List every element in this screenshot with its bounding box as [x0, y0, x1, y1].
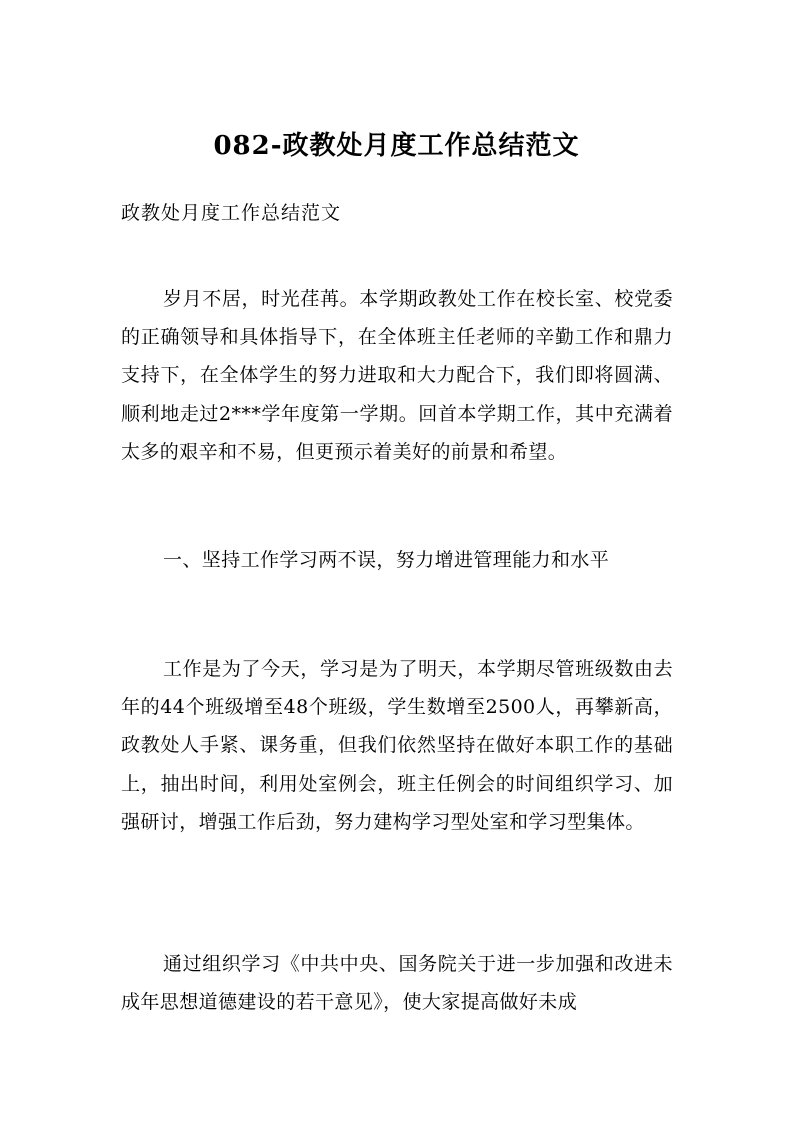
document-title: 082-政教处月度工作总结范文: [213, 131, 580, 161]
paragraph-opinions: 通过组织学习《中共中央、国务院关于进一步加强和改进未成年思想道德建设的若干意见》，使大家提高做好未成: [121, 953, 673, 1014]
paragraph-intro: 岁月不居，时光荏苒。本学期政教处工作在校长室、校党委的正确领导和具体指导下，在全体班主任老师的辛勤工作和鼎力支持下，在全体学生的努力进取和大力配合下，我们即将圆满、顺利地走过2***学年度第一学期。回首本学期工作，其中充满着太多的艰辛和不易，但更预示着美好的前景和希望。: [121, 288, 673, 463]
section-heading-1: 一、坚持工作学习两不误，努力增进管理能力和水平: [163, 549, 610, 571]
paragraph-study: 工作是为了今天，学习是为了明天，本学期尽管班级数由去年的44个班级增至48个班级，学生数增至2500人，再攀新高，政教处人手紧、课务重，但我们依然坚持在做好本职工作的基础上，抽出时间，利用处室例会，班主任例会的时间组织学习、加强研讨，增强工作后劲，努力建构学习型处室和学习型集体。: [121, 658, 673, 833]
document-subtitle: 政教处月度工作总结范文: [121, 202, 342, 224]
